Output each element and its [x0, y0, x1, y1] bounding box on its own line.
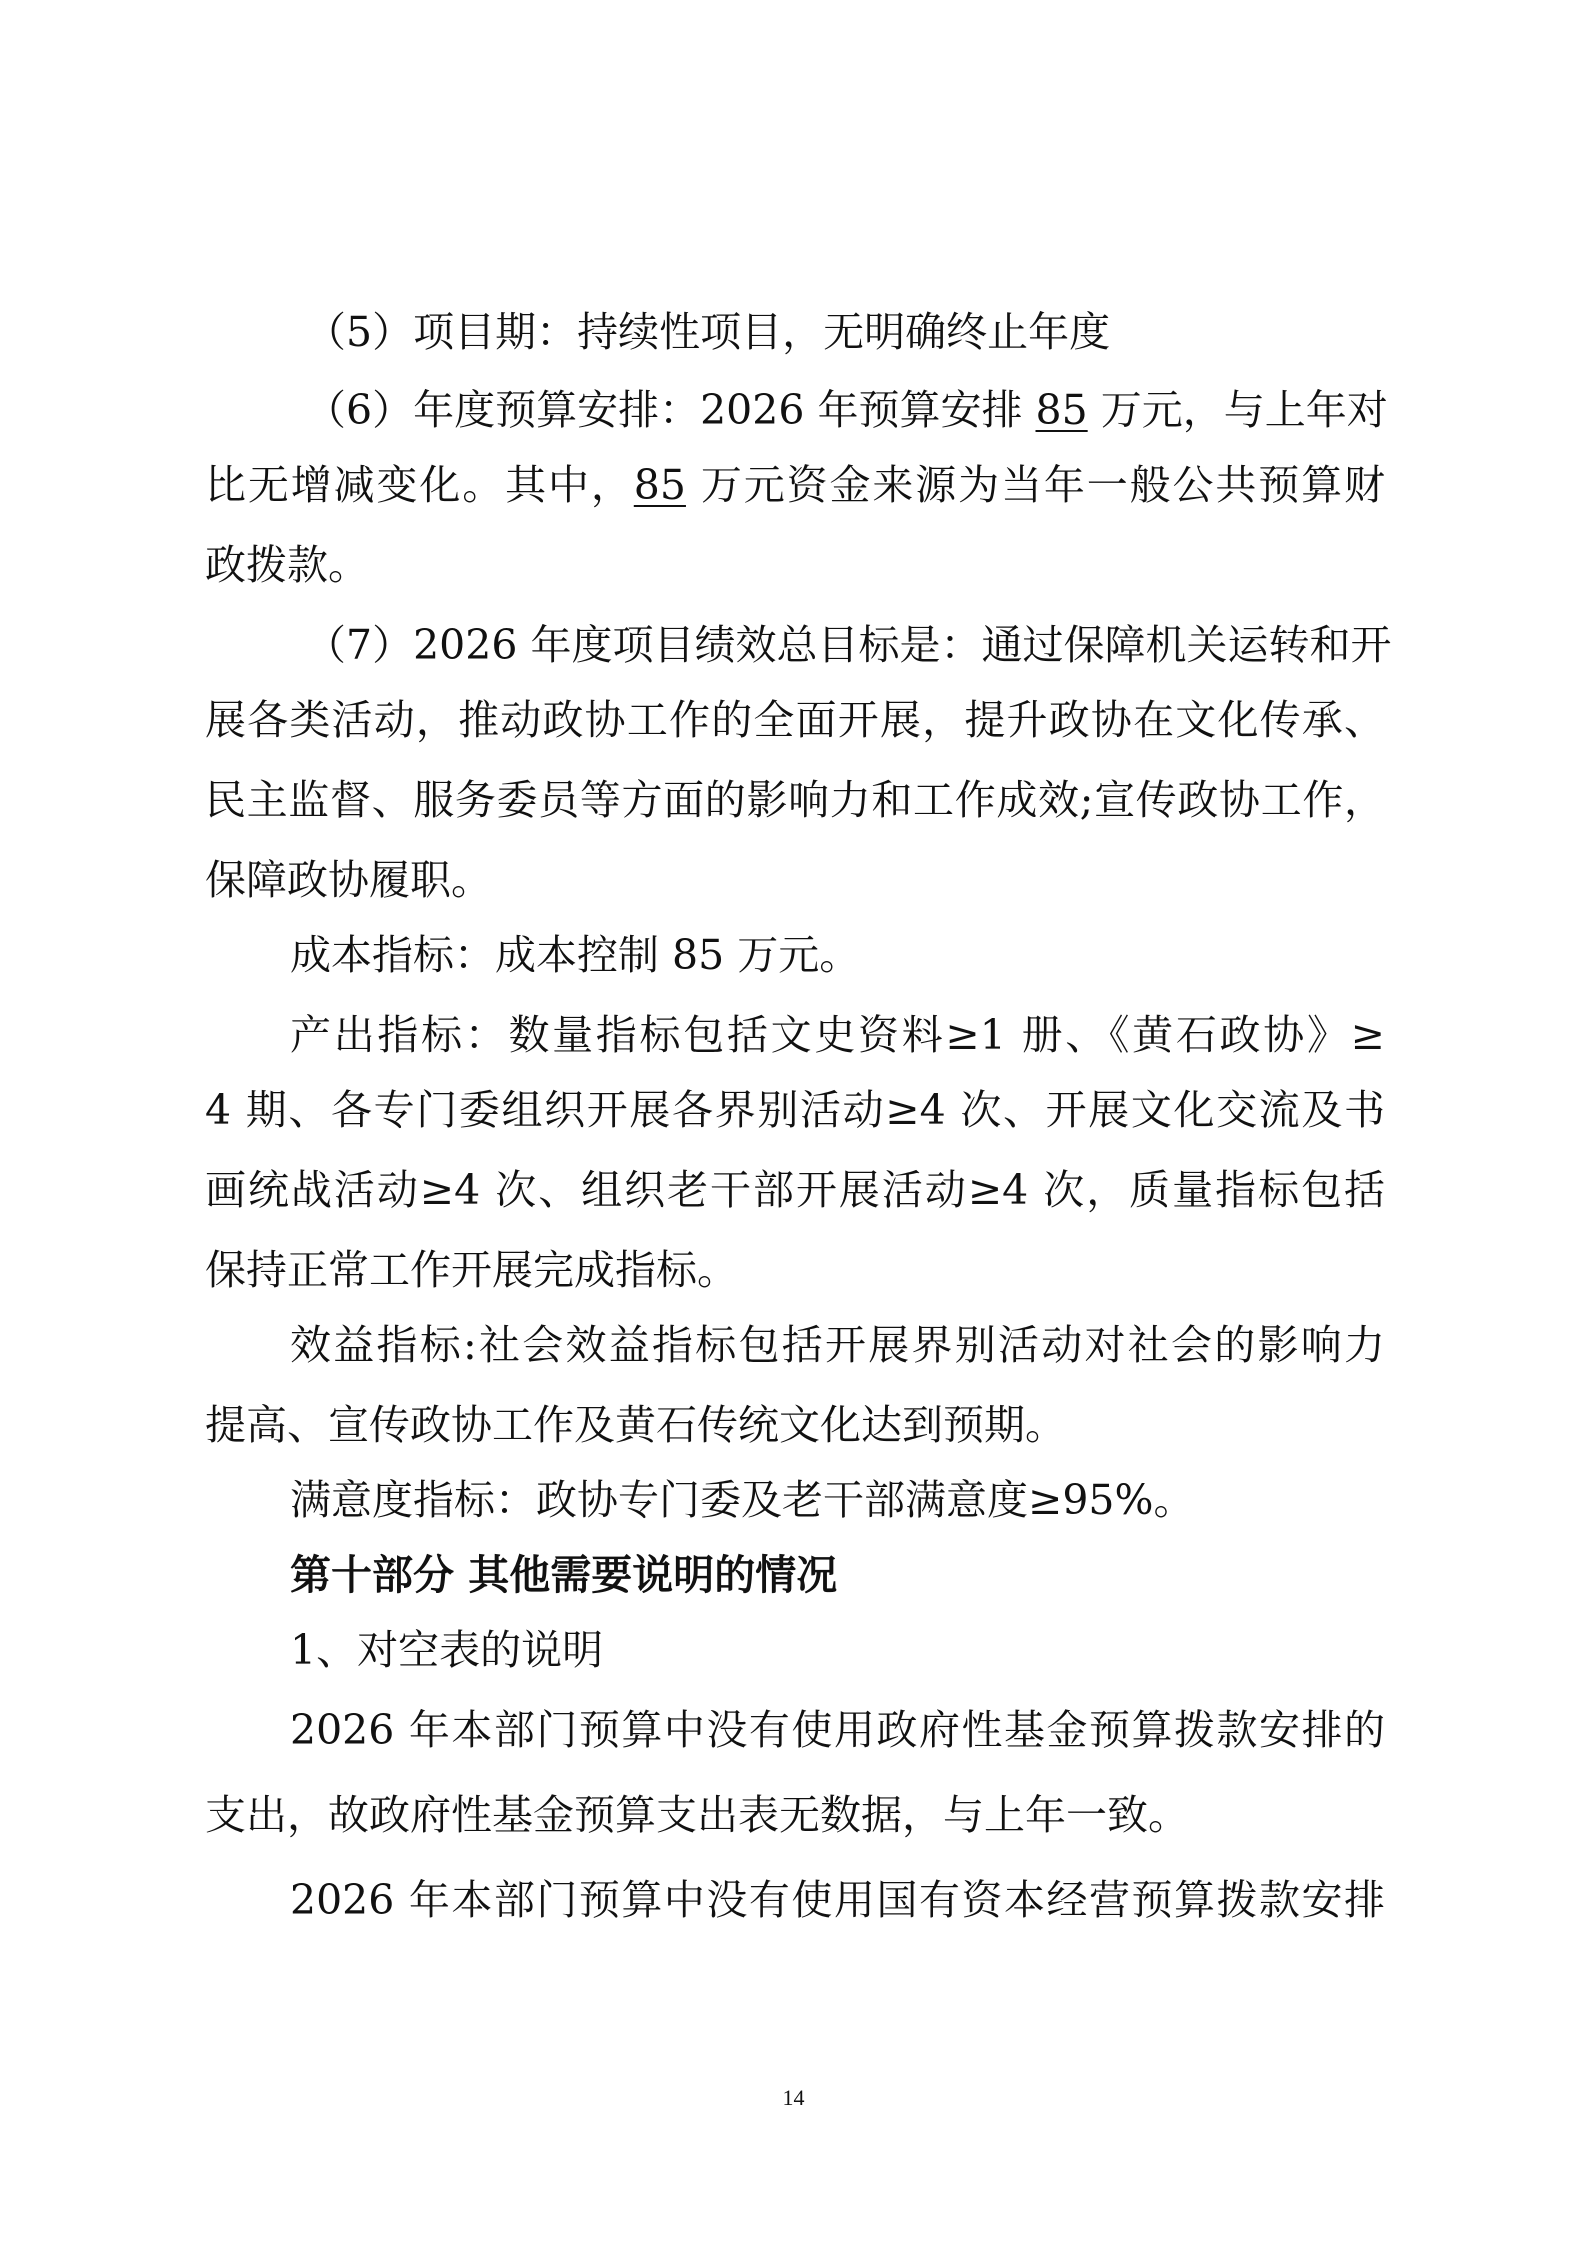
paragraph-goal-line-4: 保障政协履职。 [205, 856, 492, 904]
paragraph-fund-line-2: 支出，故政府性基金预算支出表无数据，与上年一致。 [205, 1791, 1189, 1839]
paragraph-output-line-1: 产出指标：数量指标包括文史资料≥1 册、《黄石政协》≥ [290, 1011, 1385, 1059]
paragraph-satisfaction-indicator: 满意度指标：政协专门委及老干部满意度≥95%。 [290, 1476, 1195, 1524]
paragraph-budget-line-2 [205, 455, 1385, 515]
budget-text: 万元，与上年对 [1087, 386, 1388, 434]
paragraph-fund-line-1: 2026 年本部门预算中没有使用政府性基金预算拨款安排的 [290, 1706, 1385, 1754]
paragraph-benefit-line-2: 提高、宣传政协工作及黄石传统文化达到预期。 [205, 1401, 1066, 1449]
paragraph-output-line-3: 画统战活动≥4 次、组织老干部开展活动≥4 次，质量指标包括 [205, 1166, 1385, 1214]
paragraph-goal-line-2: 展各类活动，推动政协工作的全面开展，提升政协在文化传承、 [205, 696, 1385, 744]
paragraph-goal-line-1: （7）2026 年度项目绩效总目标是：通过保障机关运转和开 [305, 621, 1392, 669]
sub-heading: 1、对空表的说明 [290, 1626, 604, 1674]
budget-text: 比无增减变化。其中， [205, 461, 634, 509]
budget-amount: 85 [633, 461, 686, 509]
budget-text: 万元资金来源为当年一般公共预算财 [685, 461, 1386, 509]
paragraph-budget-line-3: 政拨款。 [205, 541, 369, 589]
paragraph-output-line-4: 保持正常工作开展完成指标。 [205, 1246, 738, 1294]
paragraph-output-line-2: 4 期、各专门委组织开展各界别活动≥4 次、开展文化交流及书 [205, 1086, 1385, 1134]
section-heading: 第十部分 其他需要说明的情况 [290, 1551, 838, 1599]
paragraph-capital-line-1: 2026 年本部门预算中没有使用国有资本经营预算拨款安排 [290, 1876, 1385, 1924]
budget-amount: 85 [1035, 386, 1088, 434]
budget-text: （6）年度预算安排：2026 年预算安排 [305, 386, 1036, 434]
page-number: 14 [782, 2085, 805, 2110]
paragraph-cost-indicator: 成本指标：成本控制 85 万元。 [290, 931, 861, 979]
paragraph-budget-line-1 [305, 380, 1388, 440]
paragraph-project-period: （5）项目期：持续性项目，无明确终止年度 [305, 308, 1111, 356]
paragraph-benefit-line-1: 效益指标:社会效益指标包括开展界别活动对社会的影响力 [290, 1321, 1385, 1369]
paragraph-goal-line-3: 民主监督、服务委员等方面的影响力和工作成效;宣传政协工作， [205, 776, 1385, 824]
